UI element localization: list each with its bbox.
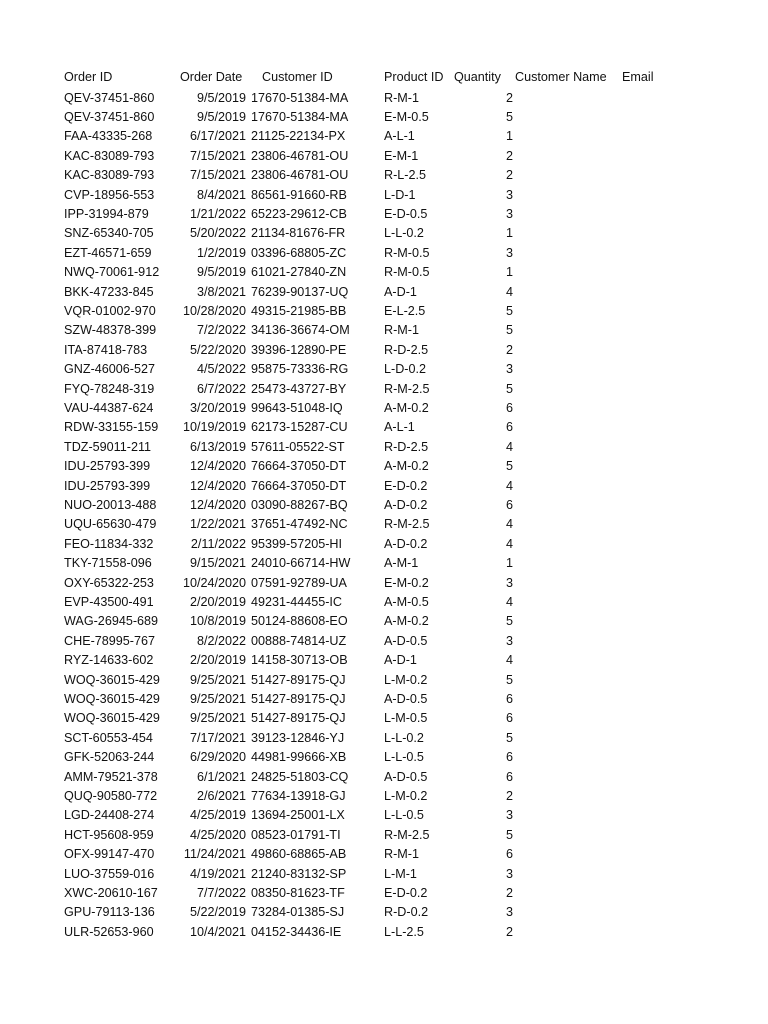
cell-order-date: 6/7/2022 (196, 381, 246, 396)
cell-product-id: A-D-0.5 (384, 633, 428, 648)
cell-product-id: A-L-1 (384, 129, 415, 144)
cell-order-id: SNZ-65340-705 (64, 226, 154, 241)
cell-customer-id: 95399-57205-HI (251, 536, 343, 551)
table-row (0, 806, 768, 825)
cell-order-id: CHE-78995-767 (64, 633, 156, 648)
cell-order-date: 2/20/2019 (189, 594, 246, 609)
cell-product-id: R-D-0.2 (384, 905, 429, 920)
cell-customer-id: 51427-89175-QJ (251, 672, 346, 687)
cell-order-date: 10/24/2020 (182, 575, 246, 590)
table-row (0, 360, 768, 379)
cell-quantity: 3 (505, 245, 513, 260)
cell-customer-id: 76239-90137-UQ (251, 284, 349, 299)
cell-quantity: 6 (505, 400, 513, 415)
cell-order-id: WOQ-36015-429 (64, 672, 160, 687)
cell-order-date: 12/4/2020 (189, 478, 246, 493)
cell-order-id: HCT-95608-959 (64, 827, 154, 842)
cell-order-id: SZW-48378-399 (64, 323, 157, 338)
cell-order-date: 7/2/2022 (196, 323, 246, 338)
cell-order-id: KAC-83089-793 (64, 168, 155, 183)
cell-order-id: OFX-99147-470 (64, 847, 155, 862)
cell-customer-id: 24825-51803-CQ (251, 769, 349, 784)
header-customer-id: Customer ID (262, 70, 333, 84)
cell-quantity: 3 (505, 866, 513, 881)
table-row (0, 535, 768, 554)
cell-order-date: 5/20/2022 (189, 226, 246, 241)
header-row (0, 68, 768, 87)
cell-customer-id: 44981-99666-XB (251, 750, 347, 765)
cell-order-id: RDW-33155-159 (64, 420, 159, 435)
table-row (0, 671, 768, 690)
cell-order-id: BKK-47233-845 (64, 284, 154, 299)
table-row (0, 263, 768, 282)
cell-order-id: GNZ-46006-527 (64, 362, 156, 377)
cell-customer-id: 65223-29612-CB (251, 206, 347, 221)
cell-quantity: 6 (505, 691, 513, 706)
cell-product-id: L-D-0.2 (384, 362, 426, 377)
cell-product-id: R-M-1 (384, 90, 419, 105)
table-row (0, 826, 768, 845)
cell-quantity: 5 (505, 459, 513, 474)
header-email: Email (622, 70, 654, 84)
table-row (0, 477, 768, 496)
cell-product-id: E-D-0.2 (384, 885, 428, 900)
table-row (0, 574, 768, 593)
cell-customer-id: 50124-88608-EO (251, 614, 348, 629)
cell-product-id: E-D-0.2 (384, 478, 428, 493)
cell-order-date: 1/2/2019 (196, 245, 246, 260)
cell-customer-id: 61021-27840-ZN (251, 265, 347, 280)
table-row (0, 205, 768, 224)
cell-order-date: 4/25/2020 (189, 827, 246, 842)
cell-quantity: 3 (505, 905, 513, 920)
cell-order-date: 10/4/2021 (189, 924, 246, 939)
table-row (0, 341, 768, 360)
cell-order-date: 5/22/2019 (189, 905, 246, 920)
cell-customer-id: 39396-12890-PE (251, 342, 347, 357)
cell-product-id: E-L-2.5 (384, 303, 426, 318)
cell-customer-id: 77634-13918-GJ (251, 788, 346, 803)
table-row (0, 186, 768, 205)
cell-order-id: VQR-01002-970 (64, 303, 156, 318)
cell-order-date: 6/17/2021 (189, 129, 246, 144)
cell-quantity: 5 (505, 730, 513, 745)
cell-product-id: E-D-0.5 (384, 206, 428, 221)
cell-quantity: 1 (505, 226, 513, 241)
cell-order-id: GPU-79113-136 (64, 905, 155, 920)
cell-quantity: 2 (505, 924, 513, 939)
table-row (0, 865, 768, 884)
table-row (0, 515, 768, 534)
cell-product-id: L-M-0.2 (384, 672, 428, 687)
cell-quantity: 1 (505, 556, 513, 571)
cell-order-date: 8/2/2022 (196, 633, 246, 648)
cell-customer-id: 25473-43727-BY (251, 381, 347, 396)
cell-customer-id: 21125-22134-PX (251, 129, 346, 144)
cell-order-date: 9/15/2021 (189, 556, 246, 571)
table-row (0, 690, 768, 709)
cell-order-date: 7/15/2021 (189, 148, 246, 163)
cell-order-id: FAA-43335-268 (64, 129, 153, 144)
cell-quantity: 2 (505, 342, 513, 357)
cell-product-id: A-M-0.2 (384, 400, 429, 415)
table-row (0, 748, 768, 767)
cell-quantity: 2 (505, 90, 513, 105)
cell-product-id: L-L-0.2 (384, 226, 424, 241)
cell-product-id: A-M-0.5 (384, 594, 429, 609)
cell-quantity: 2 (505, 885, 513, 900)
cell-order-date: 9/5/2019 (196, 109, 246, 124)
cell-quantity: 5 (505, 381, 513, 396)
cell-quantity: 2 (505, 168, 513, 183)
cell-product-id: L-L-0.5 (384, 808, 424, 823)
table-row (0, 632, 768, 651)
cell-customer-id: 95875-73336-RG (251, 362, 349, 377)
cell-order-date: 9/25/2021 (189, 711, 246, 726)
table-row (0, 554, 768, 573)
cell-quantity: 6 (505, 769, 513, 784)
cell-order-id: SCT-60553-454 (64, 730, 153, 745)
table-row (0, 438, 768, 457)
cell-order-id: EZT-46571-659 (64, 245, 152, 260)
cell-quantity: 4 (505, 653, 513, 668)
table-row (0, 418, 768, 437)
cell-order-date: 12/4/2020 (189, 497, 246, 512)
cell-customer-id: 76664-37050-DT (251, 478, 347, 493)
cell-order-date: 3/8/2021 (196, 284, 246, 299)
cell-customer-id: 86561-91660-RB (251, 187, 347, 202)
cell-order-id: WAG-26945-689 (64, 614, 159, 629)
table-row (0, 787, 768, 806)
cell-customer-id: 23806-46781-OU (251, 148, 349, 163)
cell-product-id: A-D-1 (384, 284, 417, 299)
cell-order-date: 1/22/2021 (189, 517, 246, 532)
cell-order-id: LGD-24408-274 (64, 808, 155, 823)
cell-customer-id: 08523-01791-TI (251, 827, 341, 842)
cell-quantity: 4 (505, 517, 513, 532)
cell-customer-id: 62173-15287-CU (251, 420, 348, 435)
cell-order-id: NUO-20013-488 (64, 497, 157, 512)
cell-order-id: IDU-25793-399 (64, 459, 151, 474)
cell-order-date: 9/5/2019 (196, 90, 246, 105)
cell-product-id: A-M-0.2 (384, 614, 429, 629)
cell-order-id: NWQ-70061-912 (64, 265, 160, 280)
cell-order-id: TKY-71558-096 (64, 556, 152, 571)
cell-customer-id: 03396-68805-ZC (251, 245, 347, 260)
cell-quantity: 5 (505, 614, 513, 629)
table-row (0, 457, 768, 476)
table-row (0, 709, 768, 728)
cell-order-date: 4/19/2021 (189, 866, 246, 881)
cell-product-id: L-L-2.5 (384, 924, 424, 939)
cell-order-id: VAU-44387-624 (64, 400, 154, 415)
cell-order-date: 9/25/2021 (189, 672, 246, 687)
cell-order-id: QEV-37451-860 (64, 109, 155, 124)
cell-customer-id: 07591-92789-UA (251, 575, 347, 590)
cell-order-id: LUO-37559-016 (64, 866, 155, 881)
table-row (0, 244, 768, 263)
cell-order-date: 2/20/2019 (189, 653, 246, 668)
cell-order-date: 3/20/2019 (189, 400, 246, 415)
cell-product-id: A-D-0.2 (384, 536, 428, 551)
cell-quantity: 6 (505, 711, 513, 726)
cell-product-id: E-M-0.2 (384, 575, 429, 590)
cell-quantity: 4 (505, 478, 513, 493)
cell-product-id: L-D-1 (384, 187, 416, 202)
cell-customer-id: 00888-74814-UZ (251, 633, 347, 648)
header-order-date: Order Date (180, 70, 243, 84)
cell-quantity: 5 (505, 303, 513, 318)
cell-product-id: A-D-0.5 (384, 691, 428, 706)
cell-customer-id: 73284-01385-SJ (251, 905, 345, 920)
cell-quantity: 5 (505, 827, 513, 842)
cell-order-id: IPP-31994-879 (64, 206, 149, 221)
header-customer-name: Customer Name (515, 70, 607, 84)
table-row (0, 127, 768, 146)
cell-quantity: 3 (505, 187, 513, 202)
cell-order-id: FEO-11834-332 (64, 536, 154, 551)
table-row (0, 923, 768, 942)
cell-quantity: 3 (505, 575, 513, 590)
cell-order-date: 7/7/2022 (196, 885, 246, 900)
cell-quantity: 2 (505, 148, 513, 163)
cell-customer-id: 37651-47492-NC (251, 517, 348, 532)
cell-order-id: FYQ-78248-319 (64, 381, 155, 396)
cell-product-id: A-D-1 (384, 653, 417, 668)
table-row (0, 729, 768, 748)
cell-quantity: 2 (505, 788, 513, 803)
cell-quantity: 3 (505, 808, 513, 823)
cell-product-id: R-D-2.5 (384, 439, 429, 454)
table-row (0, 147, 768, 166)
cell-quantity: 4 (505, 439, 513, 454)
cell-customer-id: 51427-89175-QJ (251, 691, 346, 706)
cell-order-id: XWC-20610-167 (64, 885, 158, 900)
cell-order-date: 4/5/2022 (196, 362, 246, 377)
cell-product-id: R-M-0.5 (384, 245, 430, 260)
cell-order-id: CVP-18956-553 (64, 187, 155, 202)
cell-order-date: 12/4/2020 (189, 459, 246, 474)
cell-order-id: GFK-52063-244 (64, 750, 155, 765)
cell-product-id: R-M-1 (384, 847, 419, 862)
cell-order-id: RYZ-14633-602 (64, 653, 154, 668)
cell-product-id: L-M-1 (384, 866, 417, 881)
header-order-id: Order ID (64, 70, 113, 84)
cell-order-id: WOQ-36015-429 (64, 691, 160, 706)
cell-quantity: 4 (505, 284, 513, 299)
cell-customer-id: 39123-12846-YJ (251, 730, 345, 745)
table-row (0, 89, 768, 108)
cell-customer-id: 08350-81623-TF (251, 885, 345, 900)
cell-order-date: 7/17/2021 (189, 730, 246, 745)
cell-customer-id: 13694-25001-LX (251, 808, 345, 823)
cell-customer-id: 76664-37050-DT (251, 459, 347, 474)
table-row (0, 166, 768, 185)
cell-quantity: 6 (505, 847, 513, 862)
cell-quantity: 1 (505, 265, 513, 280)
cell-quantity: 3 (505, 206, 513, 221)
cell-product-id: E-M-1 (384, 148, 419, 163)
cell-product-id: A-M-1 (384, 556, 419, 571)
cell-customer-id: 57611-05522-ST (251, 439, 345, 454)
table-row (0, 302, 768, 321)
cell-order-id: ITA-87418-783 (64, 342, 148, 357)
cell-order-date: 9/25/2021 (189, 691, 246, 706)
cell-order-date: 11/24/2021 (183, 847, 246, 862)
cell-product-id: L-L-0.5 (384, 750, 424, 765)
cell-order-date: 6/1/2021 (196, 769, 246, 784)
cell-customer-id: 49231-44455-IC (251, 594, 343, 609)
cell-product-id: R-M-0.5 (384, 265, 430, 280)
cell-quantity: 3 (505, 633, 513, 648)
cell-quantity: 6 (505, 497, 513, 512)
table-row (0, 224, 768, 243)
table-row (0, 380, 768, 399)
table-row (0, 496, 768, 515)
cell-customer-id: 51427-89175-QJ (251, 711, 346, 726)
cell-quantity: 4 (505, 536, 513, 551)
cell-order-date: 6/13/2019 (189, 439, 246, 454)
table-row (0, 845, 768, 864)
table-row (0, 321, 768, 340)
cell-customer-id: 99643-51048-IQ (251, 400, 343, 415)
cell-order-id: ULR-52653-960 (64, 924, 154, 939)
cell-customer-id: 17670-51384-MA (251, 109, 349, 124)
cell-order-id: TDZ-59011-211 (64, 439, 152, 454)
cell-product-id: A-D-0.5 (384, 769, 428, 784)
cell-quantity: 5 (505, 672, 513, 687)
cell-order-id: EVP-43500-491 (64, 594, 154, 609)
cell-order-date: 10/19/2019 (182, 420, 246, 435)
cell-customer-id: 49860-68865-AB (251, 847, 347, 862)
cell-order-id: OXY-65322-253 (64, 575, 154, 590)
table-row (0, 399, 768, 418)
cell-order-date: 10/28/2020 (182, 303, 246, 318)
table-row (0, 283, 768, 302)
cell-product-id: R-L-2.5 (384, 168, 426, 183)
cell-order-date: 2/11/2022 (190, 536, 246, 551)
cell-order-date: 5/22/2020 (189, 342, 246, 357)
cell-product-id: A-M-0.2 (384, 459, 429, 474)
cell-quantity: 4 (505, 594, 513, 609)
table-row (0, 884, 768, 903)
cell-product-id: L-M-0.5 (384, 711, 428, 726)
cell-order-id: IDU-25793-399 (64, 478, 151, 493)
cell-order-date: 6/29/2020 (189, 750, 246, 765)
cell-order-date: 8/4/2021 (196, 187, 246, 202)
cell-product-id: R-M-2.5 (384, 517, 430, 532)
cell-order-date: 10/8/2019 (189, 614, 246, 629)
cell-customer-id: 17670-51384-MA (251, 90, 349, 105)
cell-customer-id: 21134-81676-FR (251, 226, 346, 241)
cell-quantity: 1 (505, 129, 513, 144)
cell-order-id: AMM-79521-378 (64, 769, 158, 784)
cell-order-id: KAC-83089-793 (64, 148, 155, 163)
cell-customer-id: 49315-21985-BB (251, 303, 347, 318)
cell-customer-id: 03090-88267-BQ (251, 497, 348, 512)
table-row (0, 651, 768, 670)
cell-customer-id: 34136-36674-OM (251, 323, 350, 338)
table-row (0, 108, 768, 127)
cell-order-date: 2/6/2021 (196, 788, 246, 803)
cell-customer-id: 04152-34436-IE (251, 924, 342, 939)
cell-customer-id: 21240-83132-SP (251, 866, 347, 881)
cell-order-date: 7/15/2021 (189, 168, 246, 183)
table-row (0, 593, 768, 612)
cell-order-id: UQU-65630-479 (64, 517, 157, 532)
cell-order-id: QEV-37451-860 (64, 90, 155, 105)
cell-order-id: WOQ-36015-429 (64, 711, 160, 726)
cell-product-id: E-M-0.5 (384, 109, 429, 124)
cell-product-id: L-L-0.2 (384, 730, 424, 745)
cell-product-id: R-M-2.5 (384, 381, 430, 396)
cell-quantity: 5 (505, 109, 513, 124)
cell-product-id: A-D-0.2 (384, 497, 428, 512)
cell-product-id: L-M-0.2 (384, 788, 428, 803)
cell-quantity: 6 (505, 420, 513, 435)
table-row (0, 612, 768, 631)
table-row (0, 768, 768, 787)
cell-product-id: R-D-2.5 (384, 342, 429, 357)
cell-customer-id: 23806-46781-OU (251, 168, 349, 183)
cell-quantity: 3 (505, 362, 513, 377)
cell-order-date: 1/21/2022 (189, 206, 246, 221)
cell-quantity: 5 (505, 323, 513, 338)
header-product-id: Product ID (384, 70, 444, 84)
cell-order-id: QUQ-90580-772 (64, 788, 158, 803)
cell-order-date: 4/25/2019 (189, 808, 246, 823)
cell-customer-id: 14158-30713-OB (251, 653, 348, 668)
table-row (0, 903, 768, 922)
cell-product-id: R-M-2.5 (384, 827, 430, 842)
cell-order-date: 9/5/2019 (196, 265, 246, 280)
cell-product-id: A-L-1 (384, 420, 415, 435)
cell-quantity: 6 (505, 750, 513, 765)
cell-product-id: R-M-1 (384, 323, 419, 338)
cell-customer-id: 24010-66714-HW (251, 556, 351, 571)
header-quantity: Quantity (454, 70, 501, 84)
